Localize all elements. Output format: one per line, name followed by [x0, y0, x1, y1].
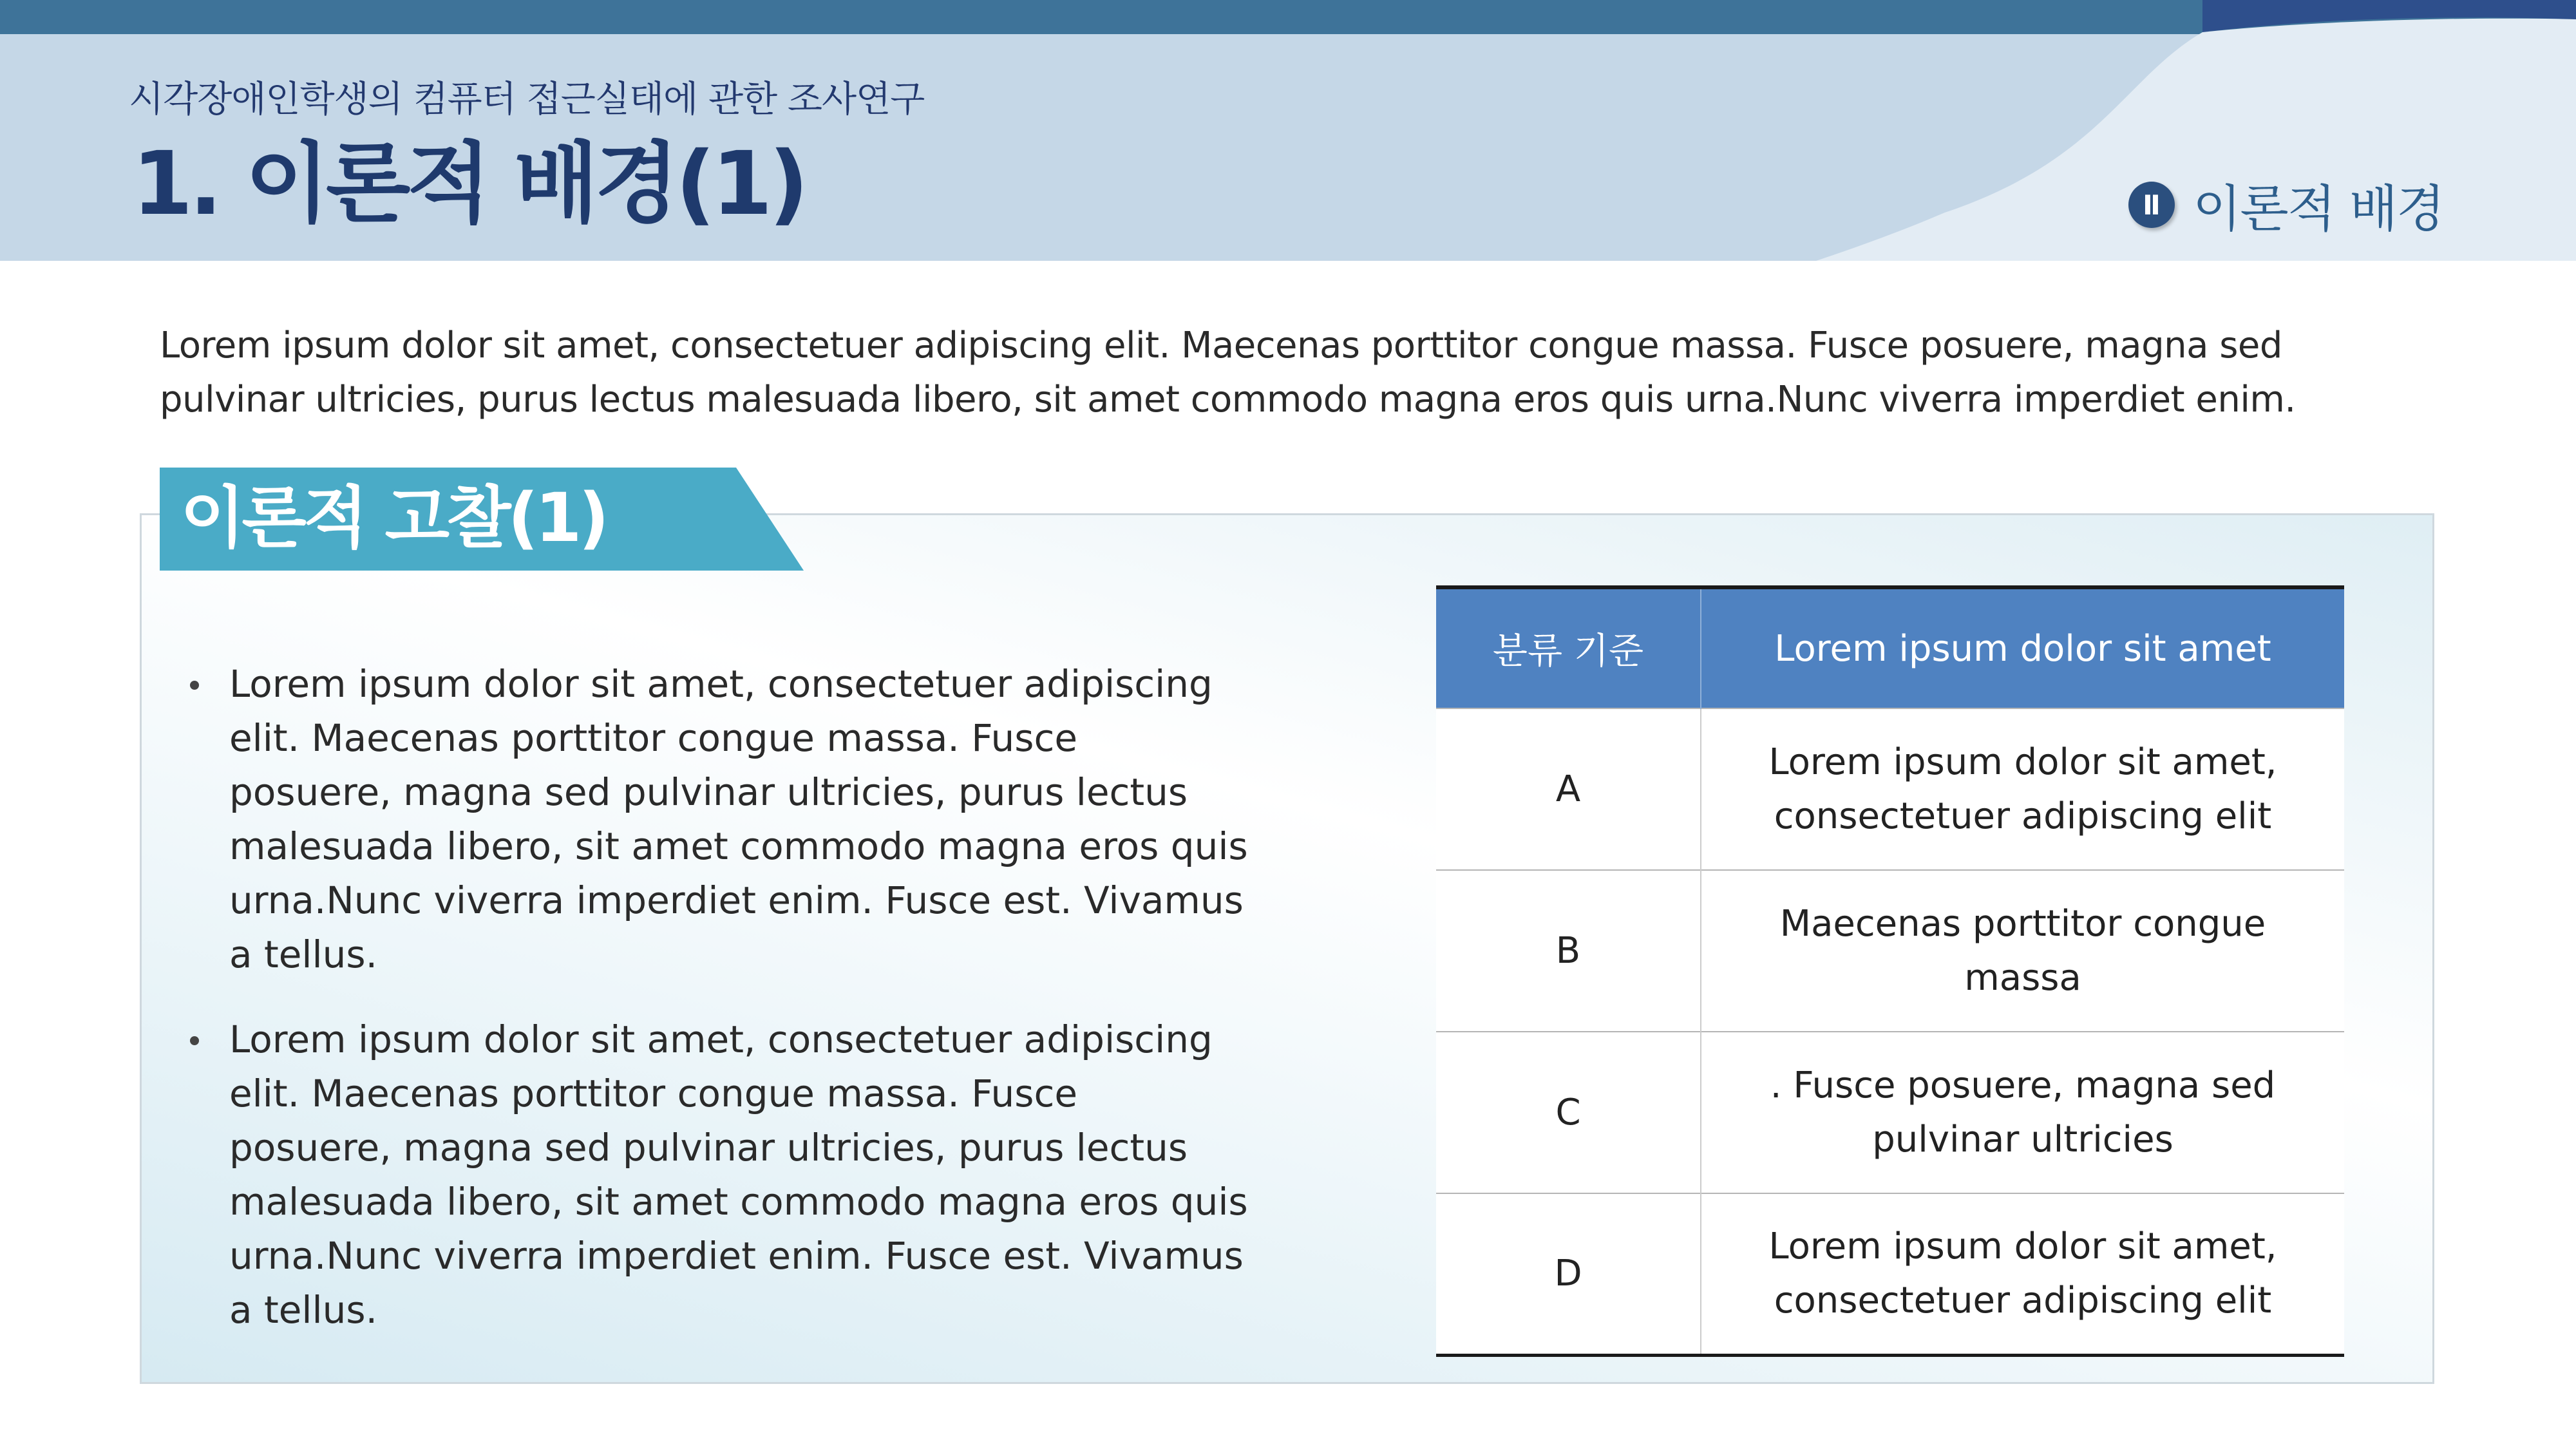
- bullet-item: [180, 1012, 1249, 1337]
- table-row: [1436, 870, 2344, 1032]
- table-header-row: [1436, 587, 2344, 708]
- bullet-list: [180, 657, 1249, 1368]
- table-header-criteria: 분류 기준: [1436, 587, 1701, 708]
- bullet-text: Lorem ipsum dolor sit amet, consectetuer adipiscing elit. Maecenas porttitor congue massa. Fusce posuere, magna sed pulvinar ultricies, purus lectus malesuada libero, sit amet commodo magna eros quis urna.Nunc viverra imperdiet enim. Fusce est. Vivamus a tellus.: [229, 662, 1248, 976]
- table-row: [1436, 708, 2344, 870]
- bullet-text: Lorem ipsum dolor sit amet, consectetuer adipiscing elit. Maecenas porttitor congue massa. Fusce posuere, magna sed pulvinar ultricies, purus lectus malesuada libero, sit amet commodo magna eros quis urna.Nunc viverra imperdiet enim. Fusce est. Vivamus a tellus.: [229, 1018, 1248, 1332]
- table-cell-value: . Fusce posuere, magna sed pulvinar ultricies: [1701, 1032, 2344, 1193]
- page-title: 1. 이론적 배경(1): [132, 133, 805, 235]
- table-cell-value: Lorem ipsum dolor sit amet, consectetuer adipiscing elit: [1701, 1193, 2344, 1355]
- panel-tab-label: 이론적 고찰(1): [180, 478, 606, 557]
- section-number-badge: Ⅱ: [2128, 182, 2175, 228]
- table-header-description: Lorem ipsum dolor sit amet: [1701, 587, 2344, 708]
- table-cell-value: Maecenas porttitor congue massa: [1701, 870, 2344, 1032]
- classification-table: [1436, 585, 2344, 1357]
- table-cell-key: B: [1436, 870, 1701, 1032]
- section-indicator: [2128, 169, 2444, 241]
- bullet-dot-icon: [190, 1036, 199, 1045]
- table-row: [1436, 1032, 2344, 1193]
- table-cell-value: Lorem ipsum dolor sit amet, consectetuer adipiscing elit: [1701, 708, 2344, 870]
- table-cell-key: C: [1436, 1032, 1701, 1193]
- table-row: [1436, 1193, 2344, 1355]
- table-cell-key: A: [1436, 708, 1701, 870]
- bullet-dot-icon: [190, 681, 199, 690]
- bullet-item: [180, 657, 1249, 981]
- document-subtitle: 시각장애인학생의 컴퓨터 접근실태에 관한 조사연구: [129, 79, 925, 120]
- intro-paragraph: Lorem ipsum dolor sit amet, consectetuer adipiscing elit. Maecenas porttitor congue massa. Fusce posuere, magna sed pulvinar ultricies, purus lectus malesuada libero, sit amet commodo magna eros quis urna.Nunc viverra imperdiet enim.: [160, 325, 2296, 421]
- table-cell-key: D: [1436, 1193, 1701, 1355]
- section-label: 이론적 배경: [2193, 180, 2444, 238]
